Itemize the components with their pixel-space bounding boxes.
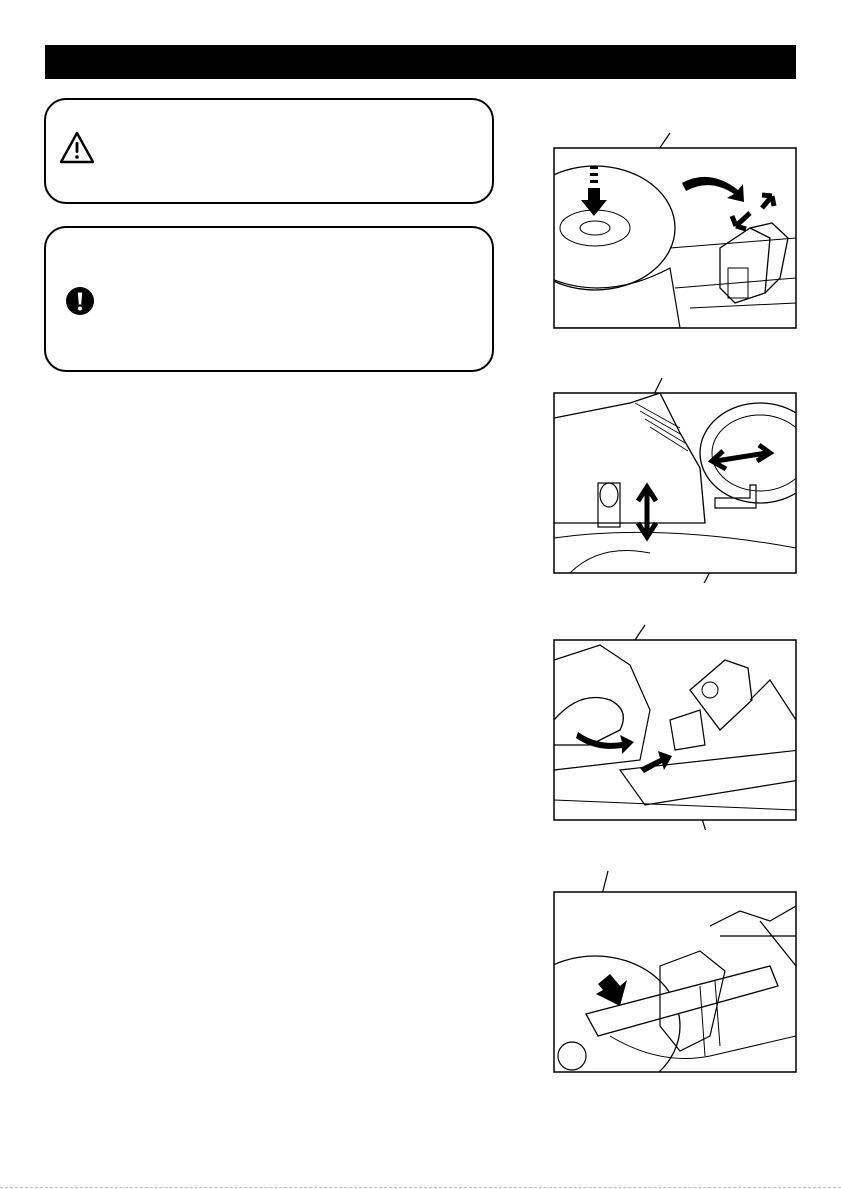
exclamation-circle-icon xyxy=(65,286,95,316)
warning-triangle-icon xyxy=(58,130,96,166)
figure-spindle-lock xyxy=(510,128,810,338)
warning-notice xyxy=(44,98,494,204)
section-header-bar xyxy=(45,45,796,79)
important-notice xyxy=(44,226,494,372)
page-bottom-rule xyxy=(0,1187,841,1188)
figure-belt-placement xyxy=(510,866,810,1076)
figure-adjustment-knobs xyxy=(510,373,810,583)
figure-lever-open xyxy=(510,620,810,830)
